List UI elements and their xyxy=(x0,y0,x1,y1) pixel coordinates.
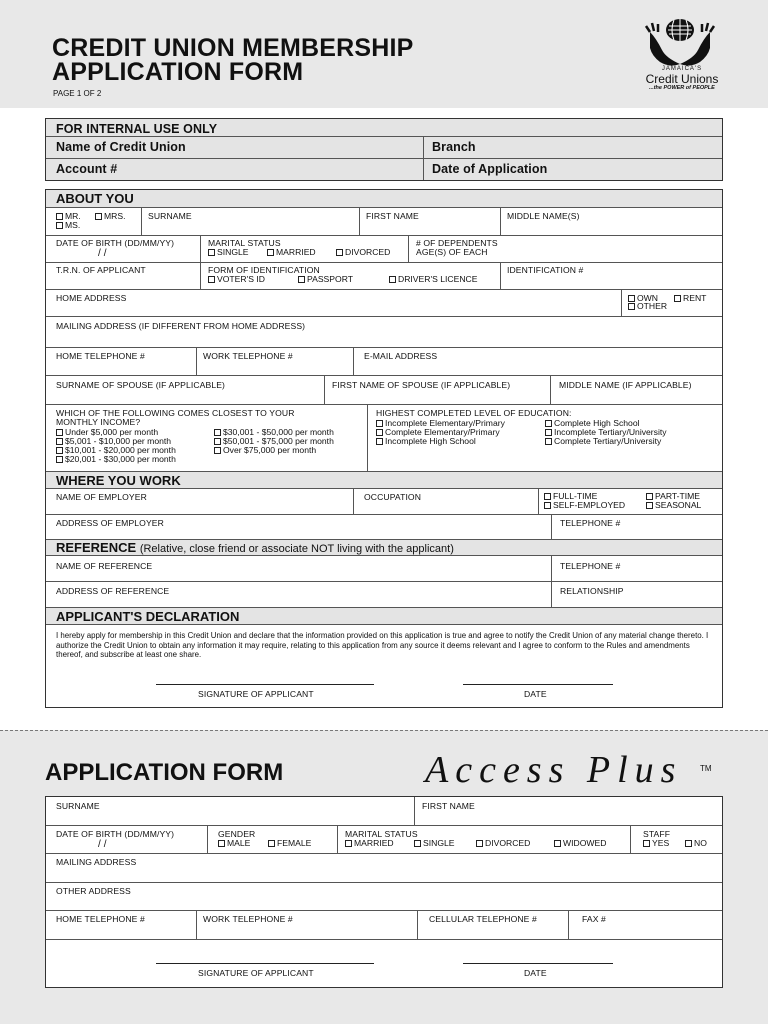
staff-yes-checkbox[interactable]: YES xyxy=(643,838,669,848)
logo-name: Credit Unions xyxy=(645,72,719,86)
mailing-address-field[interactable]: MAILING ADDRESS (IF DIFFERENT FROM HOME ADDRESS) xyxy=(56,321,306,331)
cut-line xyxy=(0,730,768,731)
income-20001-30000-checkbox[interactable]: $20,001 - $30,000 per month xyxy=(56,454,176,464)
education-question: HIGHEST COMPLETED LEVEL OF EDUCATION: xyxy=(376,408,572,418)
form-of-id-label: FORM OF IDENTIFICATION xyxy=(208,265,320,275)
declaration-text: I hereby apply for membership in this Credit Union and declare that the information provided on this application is true and agree to notify the Credit Union of any material change thereto. I authorize the Credit Union to obtain any information it may require, relating to this application from any source it deems relevant and I agree to conform to the Rules and amendments thereof, and subscribe at least one share. xyxy=(56,631,709,660)
home-address-field[interactable]: HOME ADDRESS xyxy=(56,293,127,303)
income-30001-50000-checkbox[interactable]: $30,001 - $50,000 per month xyxy=(214,427,334,437)
employer-telephone-field[interactable]: TELEPHONE # xyxy=(560,518,621,528)
home-rent-checkbox[interactable]: RENT xyxy=(674,293,706,303)
staff-no-checkbox[interactable]: NO xyxy=(685,838,707,848)
dob-field[interactable]: DATE OF BIRTH (DD/MM/YY) xyxy=(56,238,175,248)
access-work-telephone-field[interactable]: WORK TELEPHONE # xyxy=(203,914,293,924)
surname-field[interactable]: SURNAME xyxy=(148,211,192,221)
access-marital-label: MARITAL STATUS xyxy=(345,829,418,839)
income-10001-20000-checkbox[interactable]: $10,001 - $20,000 per month xyxy=(56,445,176,455)
first-name-field[interactable]: FIRST NAME xyxy=(366,211,419,221)
access-gender-label: GENDER xyxy=(218,829,256,839)
credit-unions-logo xyxy=(636,16,728,96)
reference-telephone-field[interactable]: TELEPHONE # xyxy=(560,561,621,571)
access-plus-tm: TM xyxy=(700,764,712,773)
edu-incomplete-high-checkbox[interactable]: Incomplete High School xyxy=(376,436,476,446)
reference-heading-title: REFERENCE xyxy=(56,540,137,555)
employment-part-time-checkbox[interactable]: PART-TIME xyxy=(646,491,700,501)
page-number: PAGE 1 OF 2 xyxy=(53,89,102,98)
hands-globe-icon xyxy=(636,16,728,70)
membership-form xyxy=(45,189,723,708)
access-widowed-checkbox[interactable]: WIDOWED xyxy=(554,838,606,848)
marital-status-label: MARITAL STATUS xyxy=(208,238,281,248)
title-mr-checkbox[interactable]: MR. xyxy=(56,211,81,221)
access-signature-line[interactable]: SIGNATURE OF APPLICANT xyxy=(198,968,314,978)
income-under-5000-checkbox[interactable]: Under $5,000 per month xyxy=(56,427,158,437)
dependents-ages-label: AGE(S) OF EACH xyxy=(416,247,488,257)
middle-names-field[interactable]: MIDDLE NAME(S) xyxy=(507,211,580,221)
access-dob-slashes: / / xyxy=(98,839,107,850)
access-married-checkbox[interactable]: MARRIED xyxy=(345,838,394,848)
access-surname-field[interactable]: SURNAME xyxy=(56,801,100,811)
access-dob-field[interactable]: DATE OF BIRTH (DD/MM/YY) xyxy=(56,829,175,839)
reference-address-field[interactable]: ADDRESS OF REFERENCE xyxy=(56,586,170,596)
date-of-application-field[interactable]: Date of Application xyxy=(432,162,548,176)
id-drivers-checkbox[interactable]: DRIVER'S LICENCE xyxy=(389,274,477,284)
access-staff-label: STAFF xyxy=(643,829,671,839)
spouse-middle-name-field[interactable]: MIDDLE NAME (IF APPLICABLE) xyxy=(559,380,692,390)
form-title-line1: CREDIT UNION MEMBERSHIP xyxy=(52,34,414,62)
edu-incomplete-tertiary-checkbox[interactable]: Incomplete Tertiary/University xyxy=(545,427,667,437)
internal-heading: FOR INTERNAL USE ONLY xyxy=(56,122,218,136)
access-plus-form xyxy=(45,796,723,988)
access-divorced-checkbox[interactable]: DIVORCED xyxy=(476,838,530,848)
edu-incomplete-primary-checkbox[interactable]: Incomplete Elementary/Primary xyxy=(376,418,505,428)
access-other-address-field[interactable]: OTHER ADDRESS xyxy=(56,886,131,896)
edu-complete-tertiary-checkbox[interactable]: Complete Tertiary/University xyxy=(545,436,661,446)
marital-married-checkbox[interactable]: MARRIED xyxy=(267,247,316,257)
internal-use-section xyxy=(45,118,723,181)
income-question-line2: MONTHLY INCOME? xyxy=(56,417,141,427)
edu-complete-primary-checkbox[interactable]: Complete Elementary/Primary xyxy=(376,427,500,437)
form-title-line2: APPLICATION FORM xyxy=(52,58,304,86)
access-home-telephone-field[interactable]: HOME TELEPHONE # xyxy=(56,914,145,924)
reference-name-field[interactable]: NAME OF REFERENCE xyxy=(56,561,153,571)
work-telephone-field[interactable]: WORK TELEPHONE # xyxy=(203,351,293,361)
logo-small-text: JAMAICA'S xyxy=(661,66,703,72)
access-cellular-telephone-field[interactable]: CELLULAR TELEPHONE # xyxy=(429,914,537,924)
spouse-first-name-field[interactable]: FIRST NAME OF SPOUSE (IF APPLICABLE) xyxy=(332,380,511,390)
income-question: WHICH OF THE FOLLOWING COMES CLOSEST TO YOUR xyxy=(56,408,295,418)
gender-male-checkbox[interactable]: MALE xyxy=(218,838,250,848)
dependents-field[interactable]: # OF DEPENDENTS xyxy=(416,238,498,248)
email-field[interactable]: E-MAIL ADDRESS xyxy=(364,351,438,361)
edu-complete-high-checkbox[interactable]: Complete High School xyxy=(545,418,640,428)
reference-heading xyxy=(46,539,722,556)
trn-field[interactable]: T.R.N. OF APPLICANT xyxy=(56,265,146,275)
home-telephone-field[interactable]: HOME TELEPHONE # xyxy=(56,351,145,361)
access-plus-brand: Access Plus xyxy=(425,749,683,791)
access-fax-field[interactable]: FAX # xyxy=(582,914,606,924)
home-own-checkbox[interactable]: OWN xyxy=(628,293,658,303)
spouse-surname-field[interactable]: SURNAME OF SPOUSE (IF APPLICABLE) xyxy=(56,380,226,390)
signature-line[interactable]: SIGNATURE OF APPLICANT xyxy=(198,689,314,699)
employment-seasonal-checkbox[interactable]: SEASONAL xyxy=(646,500,701,510)
declaration-date-line[interactable]: DATE xyxy=(524,689,547,699)
occupation-field[interactable]: OCCUPATION xyxy=(364,492,422,502)
employment-full-time-checkbox[interactable]: FULL-TIME xyxy=(544,491,597,501)
id-voters-checkbox[interactable]: VOTER'S ID xyxy=(208,274,265,284)
marital-single-checkbox[interactable]: SINGLE xyxy=(208,247,249,257)
title-mrs-checkbox[interactable]: MRS. xyxy=(95,211,125,221)
where-you-work-heading: WHERE YOU WORK xyxy=(46,471,722,489)
access-form-title: APPLICATION FORM xyxy=(45,759,284,786)
id-passport-checkbox[interactable]: PASSPORT xyxy=(298,274,353,284)
employment-self-employed-checkbox[interactable]: SELF-EMPLOYED xyxy=(544,500,625,510)
income-50001-75000-checkbox[interactable]: $50,001 - $75,000 per month xyxy=(214,436,334,446)
credit-union-name-field[interactable]: Name of Credit Union xyxy=(56,140,186,154)
dob-slashes: / / xyxy=(98,248,107,259)
income-5001-10000-checkbox[interactable]: $5,001 - $10,000 per month xyxy=(56,436,171,446)
access-single-checkbox[interactable]: SINGLE xyxy=(414,838,455,848)
title-ms-checkbox[interactable]: MS. xyxy=(56,220,80,230)
employer-name-field[interactable]: NAME OF EMPLOYER xyxy=(56,492,147,502)
branch-field[interactable]: Branch xyxy=(432,140,476,154)
reference-heading-note: (Relative, close friend or associate NOT living with the applicant) xyxy=(139,543,454,555)
access-first-name-field[interactable]: FIRST NAME xyxy=(422,801,475,811)
logo-tagline: ...the POWER of PEOPLE xyxy=(649,85,715,91)
employer-address-field[interactable]: ADDRESS OF EMPLOYER xyxy=(56,518,164,528)
marital-divorced-checkbox[interactable]: DIVORCED xyxy=(336,247,390,257)
access-mailing-field[interactable]: MAILING ADDRESS xyxy=(56,857,137,867)
account-field[interactable]: Account # xyxy=(56,162,118,176)
declaration-heading: APPLICANT'S DECLARATION xyxy=(46,607,722,625)
access-date-line[interactable]: DATE xyxy=(524,968,547,978)
about-you-heading: ABOUT YOU xyxy=(46,190,722,208)
gender-female-checkbox[interactable]: FEMALE xyxy=(268,838,311,848)
identification-number-field[interactable]: IDENTIFICATION # xyxy=(507,265,584,275)
home-other-checkbox[interactable]: OTHER xyxy=(628,301,667,311)
reference-relationship-field[interactable]: RELATIONSHIP xyxy=(560,586,624,596)
income-over-75000-checkbox[interactable]: Over $75,000 per month xyxy=(214,445,316,455)
